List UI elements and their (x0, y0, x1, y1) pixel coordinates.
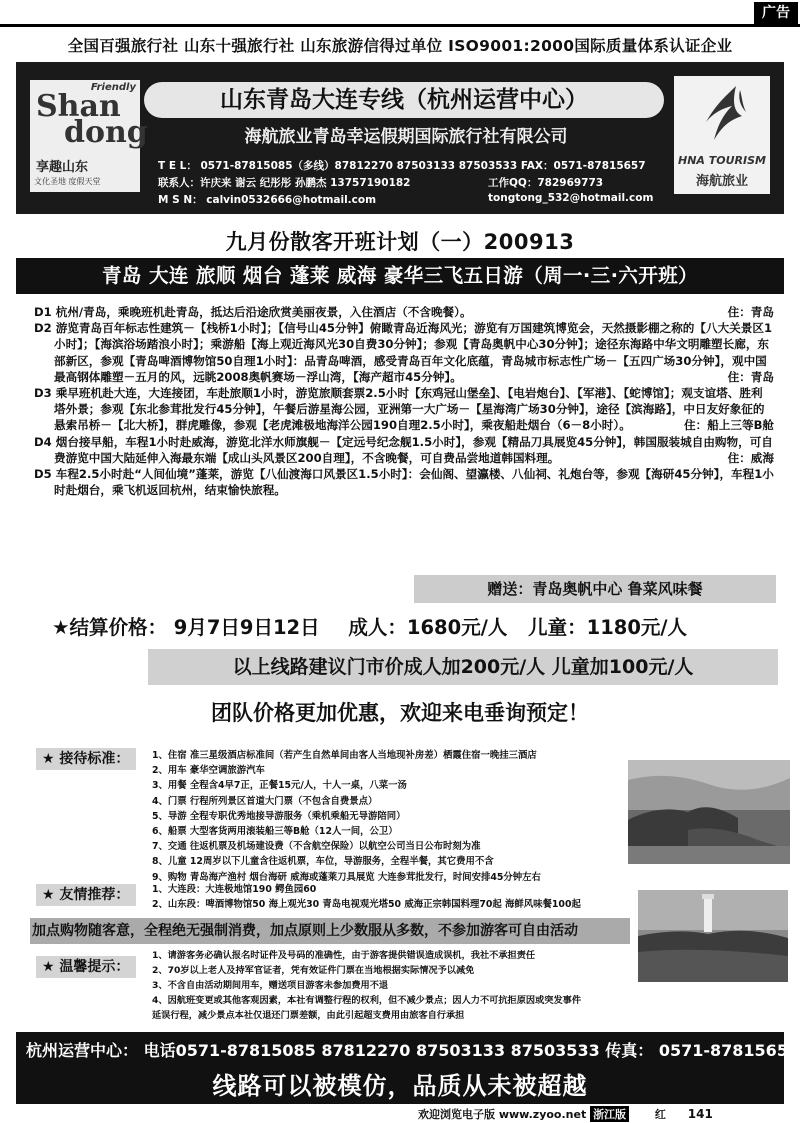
page-footer (418, 1106, 713, 1122)
route-bar: 青岛 大连 旅顺 烟台 蓬莱 威海 豪华三飞五日游（周一·三·六开班） (16, 258, 784, 294)
price-dates: 9月7日9日12日 (173, 616, 320, 639)
logo-slogan-text: 文化圣地 度假天堂 (34, 177, 101, 186)
contact-names: 联系人：许庆来 谢云 纪彤彤 孙鹏杰 13757190182 (158, 177, 411, 189)
website-text: 欢迎浏览电子版 www.zyoo.net (418, 1108, 587, 1121)
suggested-price-banner: 以上线路建议门市价成人加200元/人 儿童加100元/人 (148, 649, 778, 685)
ad-tag: 广告 (754, 2, 798, 24)
list-item: 2、70岁以上老人及持军官证者，凭有效证件门票在当地根据实际情况予以减免 (152, 965, 475, 976)
day-4-text: D4 烟台接早船，车程1小时赴威海，游览北洋水师旗舰－【定远号纪念舰1.5小时】，参观【精品刀具展览45分钟】，韩国服装城自由购物，可自费游览中国大陆延伸入海最东端【成山头风景区200自理】，不含晚餐，可自费品尝地道韩国料理。 (34, 434, 773, 465)
list-item: 9、购物 青岛海产渔村 烟台海研 威海或蓬莱刀具展览 大连参茸批发行，时间安排45分钟左右 (152, 871, 541, 883)
top-rule (0, 24, 800, 27)
tel-fax-line: T E L： 0571-87815085（多线）87812270 87503133 87503533 FAX：0571-87815657 (158, 160, 646, 172)
hna-logo-cn-text: 海航旅业 (695, 174, 748, 189)
recommend-list (152, 882, 642, 912)
gift-banner: 赠送：青岛奥帆中心 鲁菜风味餐 (414, 575, 776, 603)
itinerary (34, 304, 774, 498)
hna-logo-text: HNA TOURISM (678, 154, 766, 167)
day-1-text: D1 杭州/青岛，乘晚班机赴青岛，抵达后沿途欣赏美丽夜景，入住酒店（不含晚餐）。 (34, 305, 472, 319)
tips-list (152, 948, 792, 1023)
hna-bird-icon (696, 82, 748, 144)
list-item: 2、用车 豪华空调旅游汽车 (152, 765, 265, 777)
edition-badge: 浙江版 (590, 1106, 629, 1122)
list-item: 4、门票 行程所列景区首道大门票（不包含自费景点） (152, 795, 378, 807)
logo-shan-text: Shan (36, 89, 121, 124)
itinerary-day-4 (34, 434, 774, 466)
header-banner (16, 62, 784, 214)
footer-banner (16, 1032, 800, 1104)
list-item: 4、因航班变更或其他客观因素，本社有调整行程的权利，但不减少景点；因人力不可抗拒原因或突发事件 (152, 995, 582, 1006)
day-2-stay: 住：青岛 (727, 369, 774, 384)
day-2-text: D2 游览青岛百年标志性建筑－【栈桥1小时】；【信号山45分钟】俯瞰青岛近海风光；游览有万国建筑博览会，天然摄影棚之称的【八大关景区1小时】；【海滨浴场踏浪小时】；乘游船【海上观近海风光30自费30分钟】；参观【青岛奥帆中心30分钟】；途径东海路中华文明雕塑长廊，东部新区，参观【青岛啤酒博物馆50自理1小时】：品青岛啤酒，感受青岛百年文化底蕴，青岛城市标志性广场－【五四广场30分钟】，观中国最高钢体雕塑－五月的风，远眺2008奥帆赛场－浮山湾，【海产超市45分钟】。 (34, 321, 773, 384)
itinerary-day-2 (34, 320, 774, 385)
list-item: 7、交通 往返机票及机场建设费（不含航空保险）以航空公司当日公布时刻为准 (152, 841, 481, 853)
certification-line: 全国百强旅行社 山东十强旅行社 山东旅游信得过单位 ISO9001:2000国际质量体系认证企业 (67, 37, 733, 55)
hna-tourism-logo (674, 76, 770, 194)
msn-address-2: tongtong_532@hotmail.com (488, 192, 654, 204)
logo-friendly-text: Friendly (90, 82, 136, 93)
msn-address: M S N： calvin0532666@hotmail.com (158, 194, 377, 206)
day-4-stay: 住：威海 (727, 450, 774, 465)
coast-photo-image (628, 760, 790, 864)
recommend-label: ★ 友情推荐： (36, 884, 136, 906)
day-3-text: D3 乘早班机赴大连，大连接团，车赴旅顺1小时，游览旅顺套票2.5小时【东鸡冠山堡垒】、【电岩炮台】、【军港】、【蛇博馆】；观支谊塔、胜利塔外景；参观【东北参茸批发行45分钟】，午餐后游星海公园，亚洲第一大广场－【星海湾广场30分钟】，途径【滨海路】，中日友好象征的悬索吊桥－【北大桥】，群虎雕像，参观【老虎滩极地海洋公园190自理2.5小时】，乘夜船赴烟台（6－8小时）。 (34, 386, 765, 433)
list-item: 6、船票 大型客货两用滚装船三等B舱（12人一间，公卫） (152, 826, 398, 838)
contacts-line (158, 175, 604, 190)
day-1-stay: 住：青岛 (727, 305, 774, 319)
list-item: 3、不含自由活动期间用车，赠送项目游客未参加费用不退 (152, 980, 389, 991)
day-5-text: D5 车程2.5小时赴“人间仙境”蓬莱，游览【八仙渡海口风景区1.5小时】：会仙阁、望瀛楼、八仙祠、礼炮台等，参观【海研45分钟】，车程1小时赴烟台，乘飞机返回杭州，结束愉快旅程。 (34, 467, 774, 498)
color-tag: 红 (654, 1108, 666, 1121)
itinerary-day-5 (34, 466, 774, 498)
price-line (52, 612, 687, 640)
agency-title: 山东青岛大连专线（杭州运营中心） (144, 82, 664, 118)
list-item: 1、住宿 准三星级酒店标准间（若产生自然单间由客人当地现补房差）栖霞住宿一晚挂三酒店 (152, 750, 537, 761)
price-adult: 成人：1680元/人 (348, 616, 508, 639)
qq-number: 工作QQ：782969773 (488, 177, 604, 189)
day-3-stay: 住：船上三等B舱 (684, 418, 774, 433)
itinerary-day-3 (34, 385, 774, 434)
list-item: 1、大连段：大连极地馆190 鳄鱼园60 (152, 884, 317, 895)
standard-label: ★ 接待标准： (36, 748, 136, 770)
shopping-policy-bar: 加点购物随客意，全程绝无强制消费，加点原则上少数服从多数，不参加游客可自由活动 (30, 918, 630, 944)
price-child: 儿童：1180元/人 (528, 616, 688, 639)
list-item: 延误行程，减少景点本社仅退还门票差额，由此引起超支费用由旅客自行承担 (152, 1010, 465, 1021)
shandong-logo (30, 80, 148, 192)
team-price-headline: 团队价格更加优惠，欢迎来电垂询预定！ (211, 701, 589, 725)
list-item: 3、用餐 全程含4早7正，正餐15元/人，十人一桌，八菜一汤 (152, 780, 407, 792)
tips-label: ★ 温馨提示： (36, 956, 136, 978)
list-item: 1、请游客务必确认报名时证件及号码的准确性，由于游客提供错误造成误机，我社不承担责任 (152, 950, 536, 961)
list-item: 2、山东段：啤酒博物馆50 海上观光30 青岛电视观光塔50 威海正宗韩国料理70起 海鲜风味餐100起 (152, 899, 581, 911)
list-item: 8、儿童 12周岁以下儿童含往返机票，车位，导游服务，全程半餐，其它费用不含 (152, 856, 494, 868)
list-item: 5、导游 全程专职优秀地接导游服务（乘机乘船无导游陪同） (152, 810, 406, 822)
footer-slogan: 线路可以被模仿，品质从未被超越 (212, 1072, 588, 1100)
coast-photo (628, 760, 790, 864)
price-label: ★结算价格： (52, 616, 167, 639)
itinerary-day-1 (34, 304, 774, 320)
page-number: 141 (687, 1107, 713, 1121)
msn-line (158, 192, 654, 207)
logo-enjoy-text: 享趣山东 (36, 160, 89, 175)
agency-subtitle: 海航旅业青岛幸运假期国际旅行社有限公司 (244, 127, 568, 147)
footer-contact: 杭州运营中心： 电话0571-87815085 87812270 87503133 87503533 传真： 0571-87815657 (26, 1041, 800, 1060)
logo-dong-text: dong (64, 115, 148, 150)
plan-title: 九月份散客开班计划（一）200913 (225, 230, 575, 254)
standard-list (152, 748, 642, 885)
